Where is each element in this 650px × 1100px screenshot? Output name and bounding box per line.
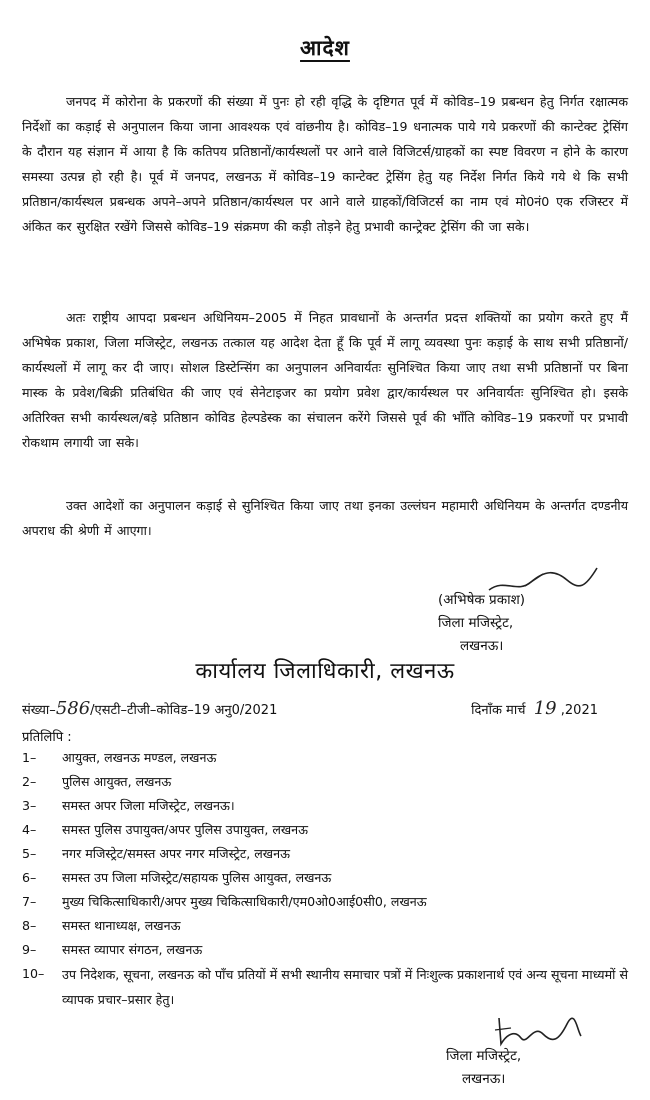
list-item <box>22 770 628 794</box>
handwritten-reference-number: 586 <box>55 698 91 719</box>
list-item <box>22 938 628 962</box>
list-item-number: 4– <box>22 822 37 837</box>
signatory-place: लखनऊ। <box>460 638 504 654</box>
order-paragraph-2: अतः राष्ट्रीय आपदा प्रबन्धन अधिनियम–2005 में निहत प्रावधानों के अन्तर्गत प्रदत्त शक्तियों का प्रयोग करते हुए मैं अभिषेक प्रकाश, जिला मजिस्ट्रेट, लखनऊ तत्काल यह आदेश देता हूँ कि पूर्व में लागू व्यवस्था पुनः कड़ाई के साथ सभी प्रतिष्ठानों/कार्यस्थलों में लागू कर दी जाए। सोशल डिस्टेन्सिंग का अनुपालन अनिवार्यतः सुनिश्चित किया जाए तथा सभी प्रतिष्ठानों पर बिना मास्क के प्रवेश/बिक्री प्रतिबंधित की जाए एवं सेनेटाइजर का प्रयोग प्रवेश द्वार/कार्यस्थल पर अनिवार्यतः सुनिश्चित हो। इसके अतिरिक्त सभी कार्यस्थल/बड़े प्रतिष्ठान कोविड हेल्पडेस्क का संचालन करेंगे जिससे पूर्व की भाँति कोविड–19 प्रकरणों पर प्रभावी रोकथाम लगायी जा सके। <box>22 310 628 450</box>
copy-list <box>22 746 628 1012</box>
list-item-text: समस्त व्यापार संगठन, लखनऊ <box>62 942 203 957</box>
list-item-text: पुलिस आयुक्त, लखनऊ <box>62 774 172 789</box>
office-heading: कार्यालय जिलाधिकारी, लखनऊ <box>195 659 455 684</box>
list-item-number: 3– <box>22 798 37 813</box>
signatory-designation-2: जिला मजिस्ट्रेट, <box>446 1048 522 1064</box>
signatory-place-2: लखनऊ। <box>462 1071 506 1087</box>
order-paragraph-3: उक्त आदेशों का अनुपालन कड़ाई से सुनिश्चित किया जाए तथा इनका उल्लंघन महामारी अधिनियम के अन्तर्गत दण्डनीय अपराध की श्रेणी में आएगा। <box>22 498 628 538</box>
list-item-text: उप निदेशक, सूचना, लखनऊ को पाँच प्रतियों में सभी स्थानीय समाचार पत्रों में निःशुल्क प्रकाशनार्थ एवं अन्य सूचना माध्यमों से व्यापक प्रचार–प्रसार हेतु। <box>62 967 628 1007</box>
list-item-text: नगर मजिस्ट्रेट/समस्त अपर नगर मजिस्ट्रेट, लखनऊ <box>62 846 290 861</box>
list-item-number: 6– <box>22 870 37 885</box>
list-item <box>22 794 628 818</box>
reference-suffix: /एसटी–टीजी–कोविड–19 अनु0/2021 <box>90 703 278 718</box>
list-item-number: 8– <box>22 918 37 933</box>
list-item-number: 7– <box>22 894 37 909</box>
list-item-number: 1– <box>22 750 37 765</box>
list-item-number: 2– <box>22 774 37 789</box>
list-item <box>22 890 628 914</box>
signature-block-2 <box>446 1045 521 1091</box>
reference-date <box>471 698 598 719</box>
copy-label: प्रतिलिपि : <box>22 730 72 745</box>
signature-block-1 <box>438 589 525 658</box>
list-item-number: 10– <box>22 966 45 981</box>
date-prefix: दिनाँक मार्च <box>471 703 526 718</box>
reference-line <box>22 698 628 724</box>
order-paragraph-1: जनपद में कोरोना के प्रकरणों की संख्या में पुनः हो रही वृद्धि के दृष्टिगत पूर्व में कोविड–19 प्रबन्धन हेतु निर्गत रक्षात्मक निर्देशों का कड़ाई से अनुपालन किया जाना आवश्यक एवं वांछनीय है। कोविड–19 धनात्मक पाये गये प्रकरणों की कान्टेक्ट ट्रेसिंग के दौरान यह संज्ञान में आया है कि कतिपय प्रतिष्ठानों/कार्यस्थलों पर आने वाले विजिटर्स/ग्राहकों का स्पष्ट विवरण न होने के कारण समस्या उत्पन्न हो रही है। पूर्व में जनपद, लखनऊ में कोविड–19 कान्टेक्ट ट्रेसिंग हेतु यह निर्देश निर्गत किये गये थे कि सभी प्रतिष्ठान/कार्यस्थल प्रबन्धक अपने–अपने प्रतिष्ठान/कार्यस्थल पर आने वाले ग्राहकों/विजिटर्स का नाम एवं मो0नं0 एक रजिस्टर में अंकित कर सुरक्षित रखेंगे जिससे कोविड–19 संक्रमण की कड़ी तोड़ने हेतु प्रभावी कान्ट्रेक्ट ट्रेसिंग की जा सके। <box>22 94 628 234</box>
signatory-designation: जिला मजिस्ट्रेट, <box>438 615 514 631</box>
reference-number <box>22 698 277 719</box>
list-item <box>22 866 628 890</box>
list-item-number: 5– <box>22 846 37 861</box>
list-item <box>22 746 628 770</box>
list-item-text: समस्त अपर जिला मजिस्ट्रेट, लखनऊ। <box>62 798 235 813</box>
list-item <box>22 962 628 1012</box>
order-title: आदेश <box>300 36 350 60</box>
handwritten-day: 19 <box>533 698 557 719</box>
signatory-name: (अभिषेक प्रकाश) <box>438 592 526 608</box>
list-item <box>22 818 628 842</box>
list-item-text: समस्त थानाध्यक्ष, लखनऊ <box>62 918 181 933</box>
list-item <box>22 914 628 938</box>
handwritten-signature-2 <box>493 1010 583 1050</box>
list-item <box>22 842 628 866</box>
reference-prefix: संख्या– <box>22 703 56 718</box>
list-item-number: 9– <box>22 942 37 957</box>
list-item-text: आयुक्त, लखनऊ मण्डल, लखनऊ <box>62 750 217 765</box>
list-item-text: मुख्य चिकित्साधिकारी/अपर मुख्य चिकित्साधिकारी/एम0ओ0आई0सी0, लखनऊ <box>62 894 427 909</box>
date-suffix: ,2021 <box>560 703 598 718</box>
list-item-text: समस्त पुलिस उपायुक्त/अपर पुलिस उपायुक्त, लखनऊ <box>62 822 309 837</box>
list-item-text: समस्त उप जिला मजिस्ट्रेट/सहायक पुलिस आयुक्त, लखनऊ <box>62 870 332 885</box>
